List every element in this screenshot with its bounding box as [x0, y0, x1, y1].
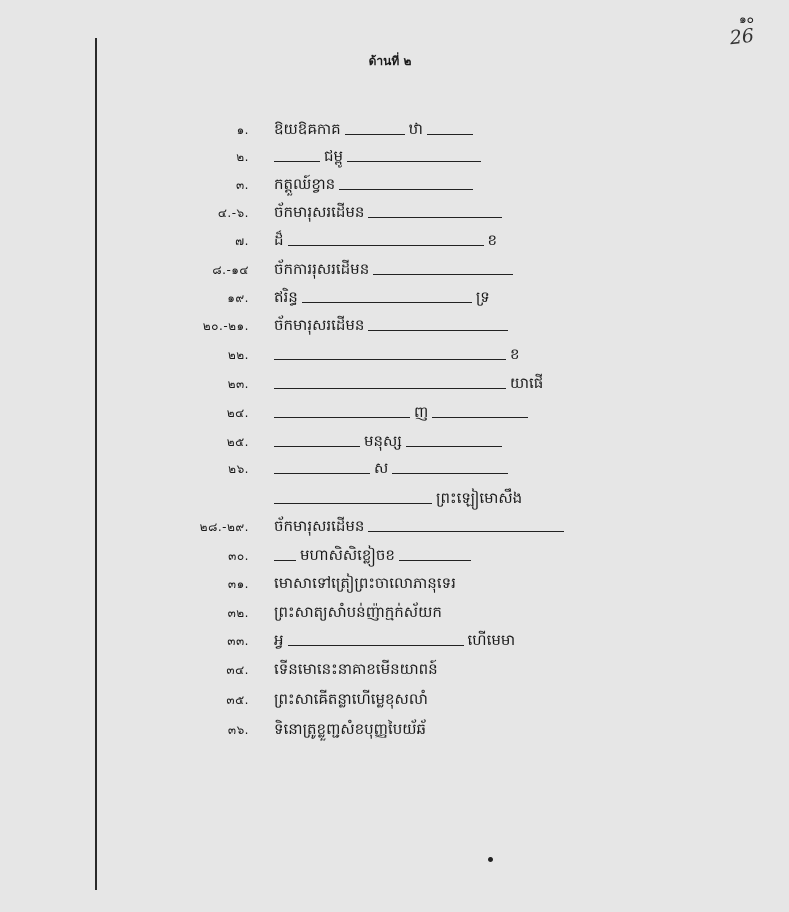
blank-line [368, 330, 508, 331]
blank-line [274, 503, 432, 504]
form-row [0, 428, 789, 454]
handwritten-text: ច័កមារុសរដើមន [274, 316, 365, 334]
row-number: ๒๓. [227, 377, 249, 391]
row-number: ๔.-๖. [217, 206, 249, 220]
row-content [274, 399, 574, 425]
handwritten-text: មហាសិសិខ្លៀចខ [300, 546, 395, 564]
form-row [0, 542, 789, 568]
row-number: ๓๒. [227, 606, 249, 620]
row-number: ๓๑. [227, 577, 249, 591]
handwritten-text: ជម្ពូ [324, 147, 344, 165]
form-row [0, 686, 789, 712]
row-number: ๑๙. [227, 291, 249, 305]
handwritten-text: ឱយឱឝកាគ [274, 120, 341, 138]
row-number: ๓. [235, 178, 249, 192]
blank-line [399, 560, 471, 561]
form-row [0, 284, 789, 310]
row-number: ๒๘.-๒๙. [199, 520, 249, 534]
row-content [274, 171, 574, 197]
row-number: ๘.-๑๔ [212, 263, 249, 277]
row-content [274, 370, 574, 396]
row-content [274, 485, 574, 511]
form-row [0, 143, 789, 169]
handwritten-text: ច័កមារុសរដើមន [274, 203, 365, 221]
row-number: ๒๒. [227, 348, 249, 362]
row-content [274, 686, 574, 712]
row-content [274, 256, 574, 282]
form-row [0, 399, 789, 425]
blank-line [406, 446, 502, 447]
form-row [0, 627, 789, 653]
row-content [274, 455, 574, 481]
form-row [0, 199, 789, 225]
row-number: ๓๓. [227, 634, 249, 648]
blank-line [345, 134, 405, 135]
row-content [274, 656, 574, 682]
form-row [0, 341, 789, 367]
handwritten-text: ទិនោត្រូខ្លួញ្ជសំខបុញ្ញបៃយ័ឆ័ [274, 720, 427, 738]
row-content [274, 116, 574, 142]
form-row [0, 370, 789, 396]
row-content [274, 341, 574, 367]
handwritten-text: ទើនមោនេះនាគាខមើនយាពន៍ [274, 660, 438, 678]
blank-line [339, 189, 473, 190]
handwritten-text: ឥរិន្ធ [274, 288, 298, 306]
row-content [274, 627, 574, 653]
blank-line [373, 274, 513, 275]
row-number: ๑. [236, 123, 249, 137]
handwritten-text: មោសាទៅត្រៀព្រះចាលោភានុទេរ [274, 574, 456, 592]
row-content [274, 428, 574, 454]
blank-line [288, 245, 484, 246]
row-number: ๒๖. [228, 462, 249, 476]
handwritten-text: យាផើ [510, 374, 544, 392]
row-content [274, 570, 574, 596]
handwritten-text: ច័កមារុសរដើមន [274, 517, 365, 535]
row-number: ๓๔. [226, 663, 249, 677]
handwritten-text: កត្តួឈ៍ខ្វាន [274, 175, 336, 193]
form-row [0, 656, 789, 682]
handwritten-text: ស [374, 459, 389, 477]
handwritten-text: ហើមេមា [467, 631, 516, 649]
handwritten-text: ច័កការរុសរដើមន [274, 260, 370, 278]
blank-line [368, 531, 564, 532]
blank-line [302, 302, 472, 303]
row-content [274, 284, 574, 310]
row-content [274, 227, 574, 253]
handwritten-text: ទ្រ [475, 288, 490, 306]
form-row [0, 312, 789, 338]
form-row [0, 513, 789, 539]
blank-line [274, 473, 370, 474]
row-number: ๒. [236, 150, 249, 164]
row-content [274, 542, 574, 568]
handwritten-text: ខ [510, 345, 520, 363]
form-row [0, 227, 789, 253]
handwritten-text: ឋា [408, 120, 423, 138]
blank-line [274, 417, 410, 418]
blank-line [288, 645, 464, 646]
handwritten-text: ដ៏ [274, 231, 284, 249]
handwritten-text: អ្វ [274, 631, 284, 649]
row-content [274, 599, 574, 625]
row-content [274, 143, 574, 169]
row-content [274, 513, 574, 539]
form-row [0, 256, 789, 282]
blank-line [274, 388, 506, 389]
form-row [0, 455, 789, 481]
blank-line [427, 134, 473, 135]
row-number: ๓๐. [228, 549, 249, 563]
row-number: ๒๐.-๒๑. [202, 319, 249, 333]
row-number: ๓๕. [226, 693, 249, 707]
form-row [0, 599, 789, 625]
handwritten-text: ញ [414, 403, 429, 421]
form-row [0, 485, 789, 511]
blank-line [274, 446, 360, 447]
blank-line [274, 161, 320, 162]
row-number: ๗. [235, 234, 249, 248]
handwritten-text: ខ [487, 231, 498, 249]
handwritten-page-number: 26 [728, 24, 756, 50]
row-content [274, 716, 574, 742]
handwritten-text: ព្រះសាឝើតន្លាហើមេ្លខុសលាំ [274, 690, 428, 708]
handwritten-text: មនុស្ស [364, 432, 402, 450]
handwritten-text: ព្រះឡៀមោសឹង [436, 489, 523, 507]
blank-line [392, 473, 508, 474]
form-row [0, 570, 789, 596]
blank-line [274, 560, 296, 561]
blank-line [274, 359, 506, 360]
form-row [0, 716, 789, 742]
handwritten-text: ព្រះសាត្យសាំបន់ញ៉ាក្មក់ស័យក [274, 603, 442, 621]
row-content [274, 199, 574, 225]
row-number: ๒๕. [226, 435, 249, 449]
form-row [0, 171, 789, 197]
blank-line [368, 217, 502, 218]
page-header: ด้านที่ ๒ [368, 54, 412, 68]
page-number: ๑๐ [739, 12, 754, 26]
blank-line [432, 417, 528, 418]
row-number: ๓๖. [227, 723, 249, 737]
blank-line [347, 161, 481, 162]
row-content [274, 312, 574, 338]
row-number: ๒๔. [226, 406, 249, 420]
form-row [0, 116, 789, 142]
ink-dot [488, 857, 493, 862]
